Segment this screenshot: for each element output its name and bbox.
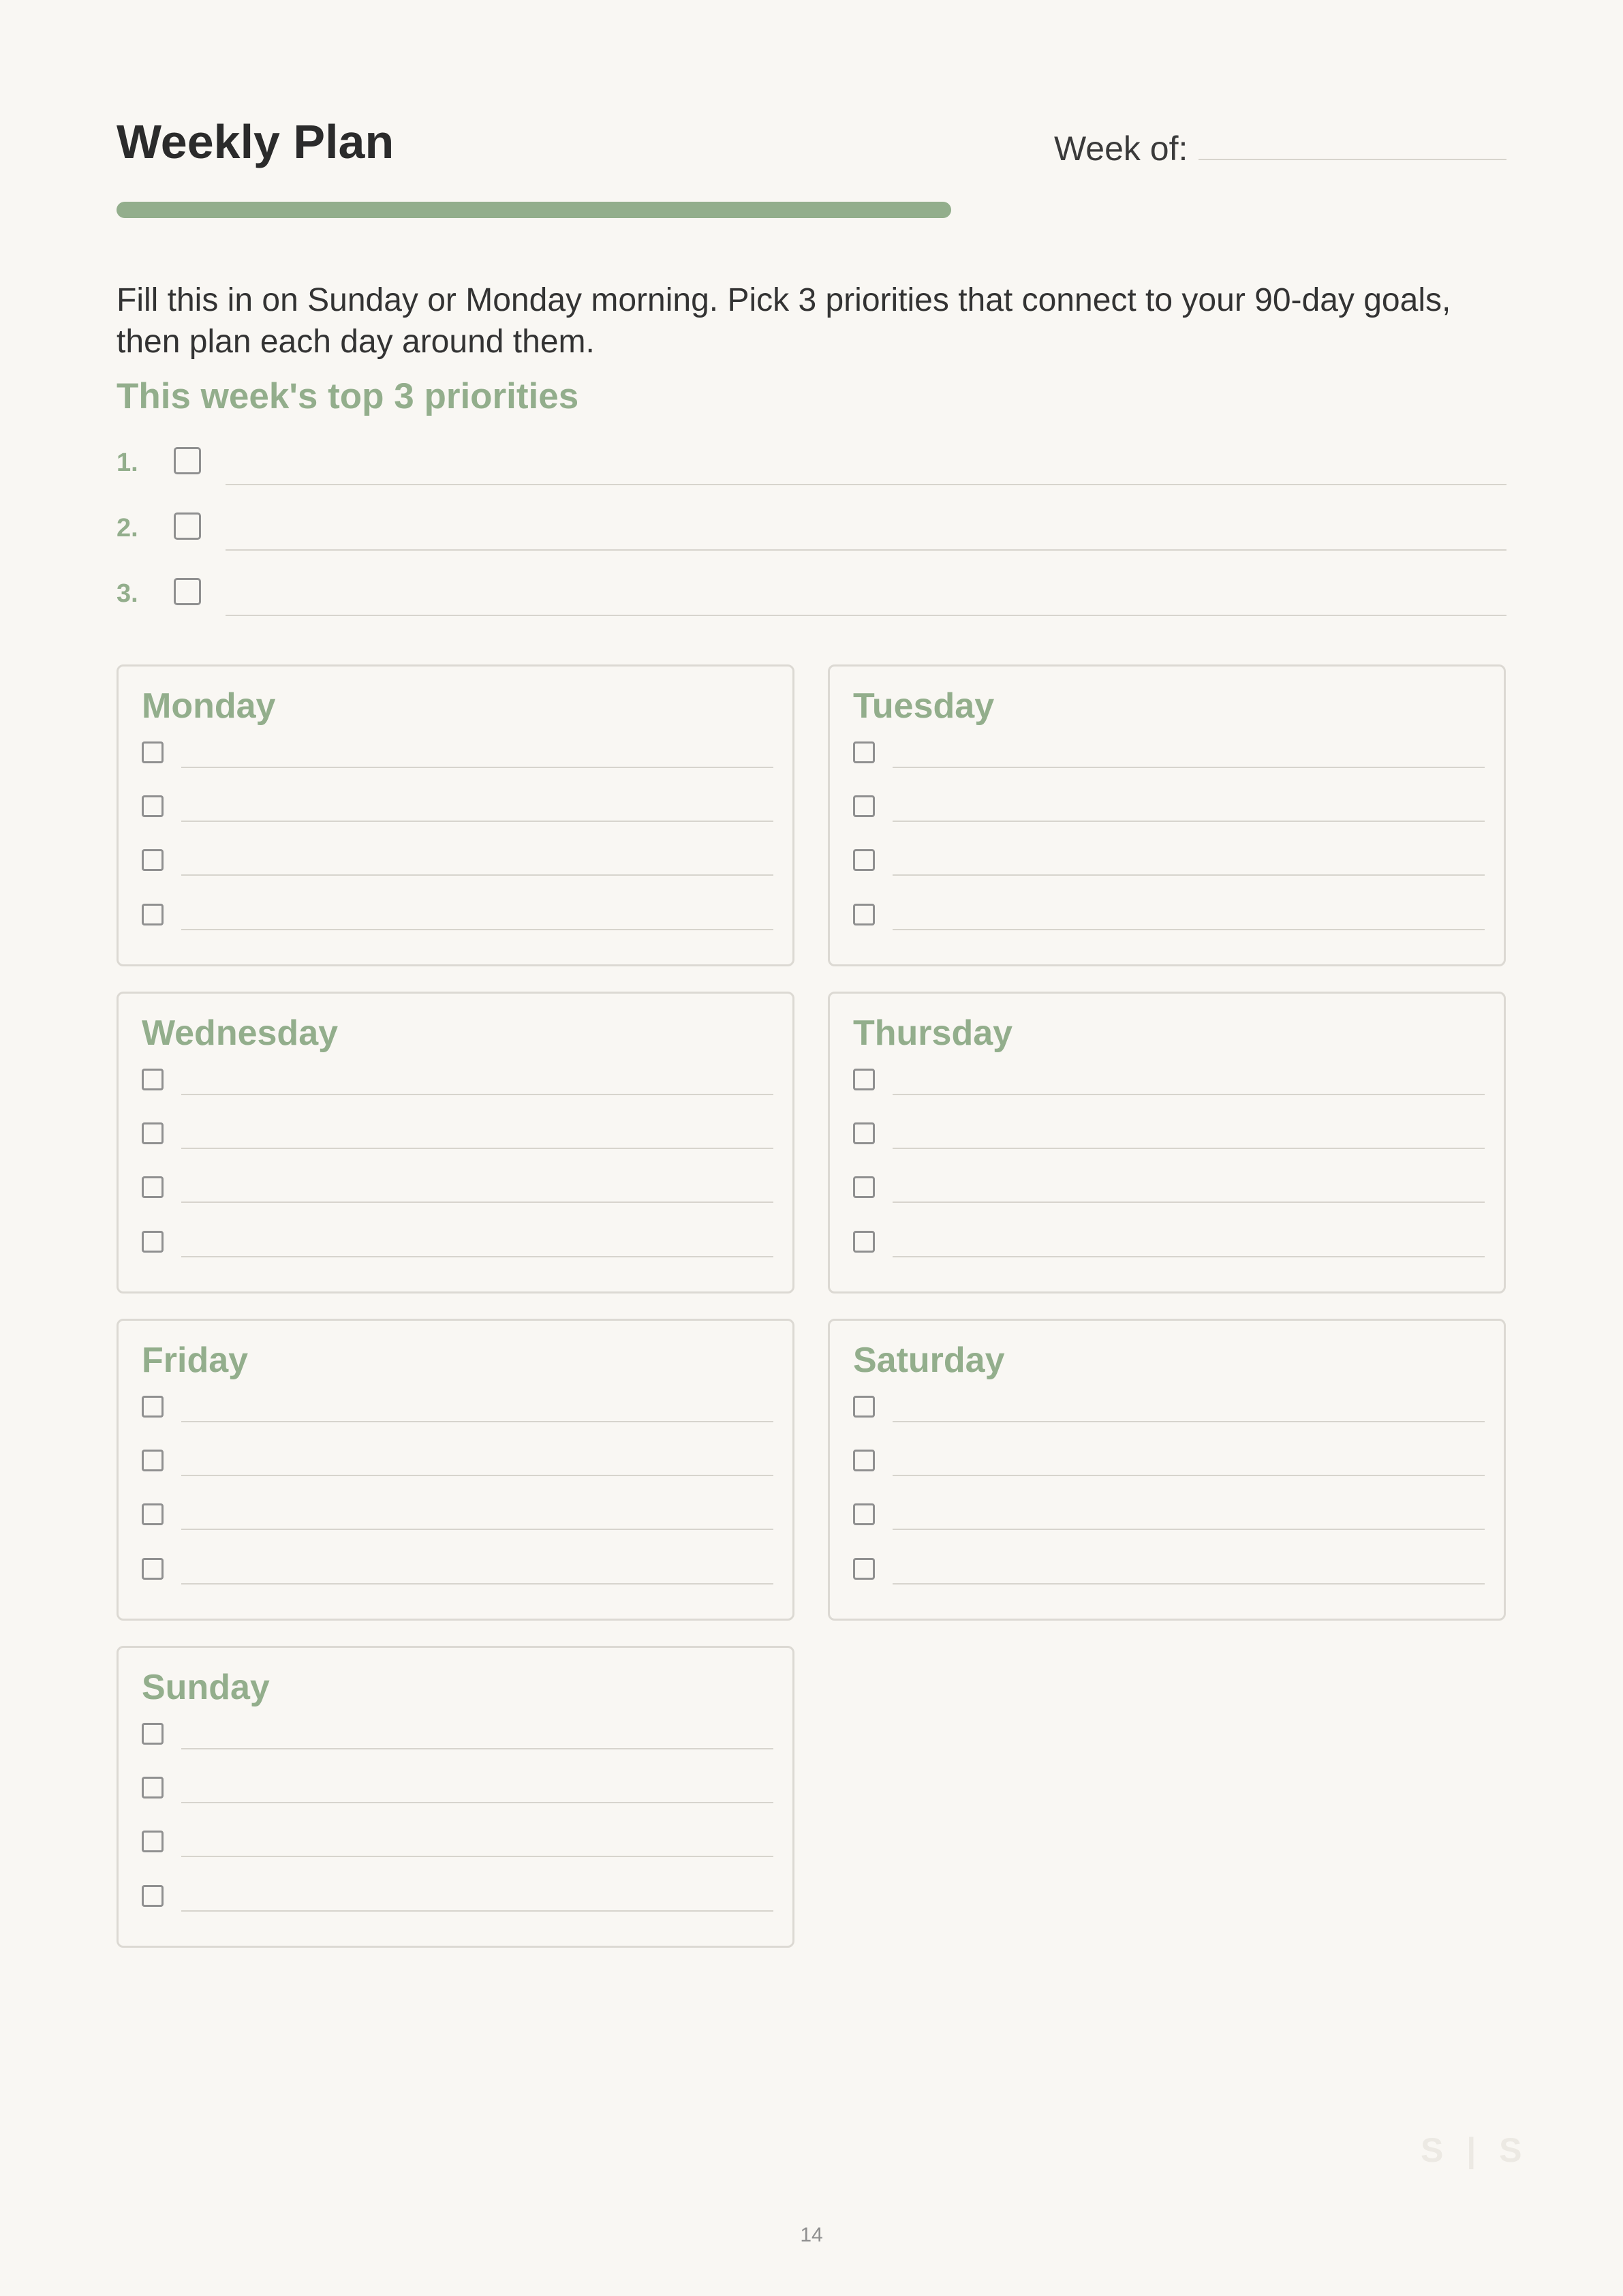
task-checkbox[interactable] <box>142 1122 164 1144</box>
priority-write-line[interactable] <box>226 615 1506 616</box>
task-checkbox[interactable] <box>853 904 875 925</box>
task-write-line[interactable] <box>181 1910 773 1912</box>
weekly-plan-page <box>117 0 1506 2296</box>
priority-number: 2. <box>117 514 138 542</box>
task-write-line[interactable] <box>181 767 773 768</box>
task-write-line[interactable] <box>181 1148 773 1149</box>
priority-row <box>117 567 1506 632</box>
day-name: Monday <box>142 686 276 726</box>
priority-checkbox[interactable] <box>174 578 201 605</box>
task-checkbox[interactable] <box>142 1231 164 1253</box>
task-checkbox[interactable] <box>142 1777 164 1798</box>
task-write-line[interactable] <box>181 1256 773 1257</box>
task-checkbox[interactable] <box>142 1396 164 1418</box>
week-of-field[interactable] <box>1054 129 1506 172</box>
task-row <box>853 1382 1485 1423</box>
page-title: Weekly Plan <box>117 115 395 168</box>
task-row <box>142 1817 773 1858</box>
task-checkbox[interactable] <box>142 741 164 763</box>
task-row <box>142 1763 773 1804</box>
day-name: Sunday <box>142 1668 270 1707</box>
day-card-monday <box>117 664 794 966</box>
task-row <box>853 1490 1485 1531</box>
priority-list <box>117 436 1506 632</box>
task-write-line[interactable] <box>893 1475 1485 1476</box>
task-row <box>853 836 1485 876</box>
page-header <box>117 112 1506 181</box>
page-number: 14 <box>800 2224 823 2246</box>
task-row <box>853 1436 1485 1477</box>
priority-write-line[interactable] <box>226 549 1506 551</box>
task-write-line[interactable] <box>893 1201 1485 1203</box>
day-card-saturday <box>828 1319 1506 1621</box>
task-checkbox[interactable] <box>853 795 875 817</box>
task-write-line[interactable] <box>893 1421 1485 1422</box>
task-row <box>142 1055 773 1096</box>
task-row <box>142 1109 773 1150</box>
week-of-write-line[interactable] <box>1199 159 1506 160</box>
day-name: Tuesday <box>853 686 995 726</box>
task-row <box>853 1217 1485 1258</box>
task-row <box>853 728 1485 769</box>
task-row <box>142 1217 773 1258</box>
task-checkbox[interactable] <box>142 1558 164 1580</box>
day-name: Wednesday <box>142 1013 339 1053</box>
task-checkbox[interactable] <box>142 1503 164 1525</box>
brand-logo-mark: S | S <box>1421 2131 1529 2169</box>
task-checkbox[interactable] <box>142 1885 164 1907</box>
task-row <box>142 1382 773 1423</box>
task-write-line[interactable] <box>181 1529 773 1530</box>
task-checkbox[interactable] <box>853 741 875 763</box>
task-write-line[interactable] <box>181 821 773 822</box>
task-checkbox[interactable] <box>853 1122 875 1144</box>
task-row <box>853 1109 1485 1150</box>
task-write-line[interactable] <box>181 1802 773 1803</box>
task-write-line[interactable] <box>181 1421 773 1422</box>
task-row <box>142 782 773 823</box>
task-row <box>142 1709 773 1750</box>
task-write-line[interactable] <box>893 1583 1485 1585</box>
task-row <box>853 1163 1485 1204</box>
priority-checkbox[interactable] <box>174 447 201 474</box>
task-row <box>142 1544 773 1585</box>
task-write-line[interactable] <box>181 1856 773 1857</box>
task-write-line[interactable] <box>893 1148 1485 1149</box>
day-card-wednesday <box>117 992 794 1294</box>
task-write-line[interactable] <box>181 929 773 930</box>
task-write-line[interactable] <box>181 1094 773 1095</box>
task-checkbox[interactable] <box>142 904 164 925</box>
task-row <box>142 836 773 876</box>
day-card-tuesday <box>828 664 1506 966</box>
priority-row <box>117 502 1506 567</box>
priority-number: 1. <box>117 448 138 477</box>
task-row <box>853 890 1485 931</box>
task-checkbox[interactable] <box>853 1450 875 1471</box>
task-row <box>142 728 773 769</box>
task-row <box>853 1544 1485 1585</box>
task-write-line[interactable] <box>181 1475 773 1476</box>
day-card-friday <box>117 1319 794 1621</box>
task-checkbox[interactable] <box>142 1831 164 1852</box>
priority-row <box>117 436 1506 502</box>
task-checkbox[interactable] <box>853 1503 875 1525</box>
task-checkbox[interactable] <box>142 1069 164 1090</box>
task-row <box>142 1163 773 1204</box>
priorities-heading: This week's top 3 priorities <box>117 376 579 416</box>
task-checkbox[interactable] <box>853 1231 875 1253</box>
task-checkbox[interactable] <box>142 795 164 817</box>
task-write-line[interactable] <box>181 874 773 876</box>
task-checkbox[interactable] <box>853 1176 875 1198</box>
day-card-thursday <box>828 992 1506 1294</box>
task-write-line[interactable] <box>893 929 1485 930</box>
task-row <box>142 1436 773 1477</box>
task-row <box>142 890 773 931</box>
priority-number: 3. <box>117 579 138 608</box>
task-write-line[interactable] <box>893 767 1485 768</box>
task-row <box>142 1490 773 1531</box>
day-name: Friday <box>142 1341 249 1380</box>
task-write-line[interactable] <box>181 1201 773 1203</box>
task-row <box>853 782 1485 823</box>
task-checkbox[interactable] <box>853 1396 875 1418</box>
task-write-line[interactable] <box>893 1256 1485 1257</box>
day-card-sunday <box>117 1646 794 1948</box>
task-checkbox[interactable] <box>142 1723 164 1745</box>
task-write-line[interactable] <box>893 874 1485 876</box>
task-write-line[interactable] <box>893 821 1485 822</box>
task-checkbox[interactable] <box>142 849 164 871</box>
task-row <box>142 1871 773 1912</box>
task-checkbox[interactable] <box>142 1176 164 1198</box>
task-checkbox[interactable] <box>853 849 875 871</box>
task-write-line[interactable] <box>893 1529 1485 1530</box>
intro-text: Fill this in on Sunday or Monday morning. Pick 3 priorities that connect to your 90-day goals, then plan each day around them. <box>117 282 1451 360</box>
day-name: Thursday <box>853 1013 1013 1053</box>
task-write-line[interactable] <box>181 1748 773 1749</box>
priority-checkbox[interactable] <box>174 512 201 540</box>
week-of-label: Week of: <box>1054 129 1188 168</box>
title-accent-bar <box>117 202 951 218</box>
task-checkbox[interactable] <box>853 1069 875 1090</box>
priority-write-line[interactable] <box>226 484 1506 485</box>
day-name: Saturday <box>853 1341 1005 1380</box>
task-write-line[interactable] <box>893 1094 1485 1095</box>
task-write-line[interactable] <box>181 1583 773 1585</box>
task-row <box>853 1055 1485 1096</box>
task-checkbox[interactable] <box>853 1558 875 1580</box>
task-checkbox[interactable] <box>142 1450 164 1471</box>
